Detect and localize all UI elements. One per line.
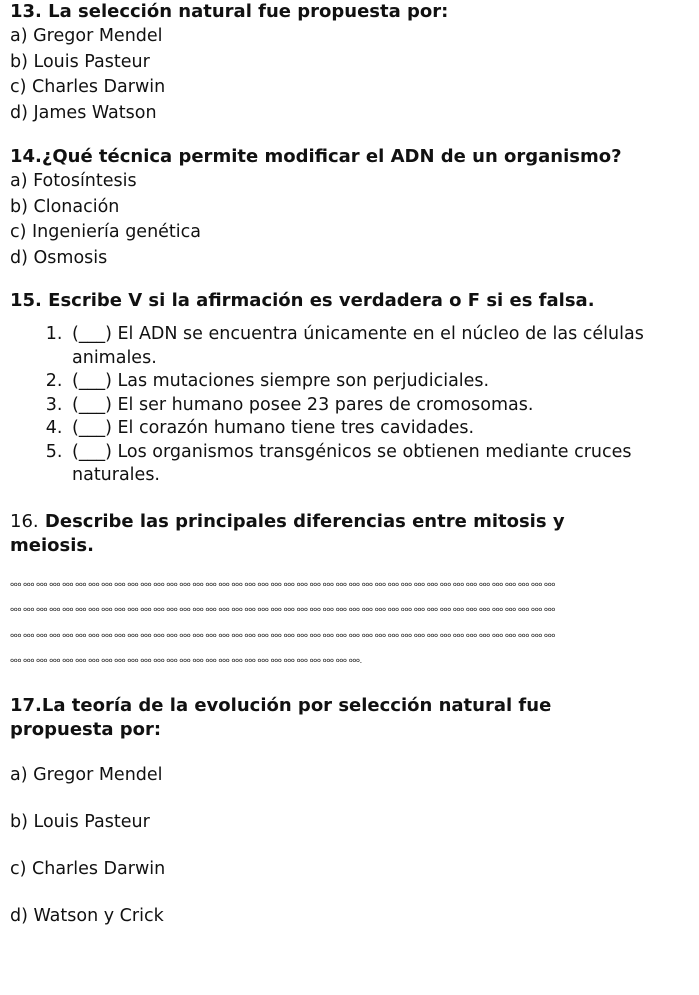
q14-option-b: b) Clonación	[10, 196, 120, 217]
tf-item-5: 5. (___) Los organismos transgénicos se obtienen mediante cruces naturales.	[68, 441, 699, 488]
tf-item-1: 1. (___) El ADN se encuentra únicamente en el núcleo de las células animales.	[68, 323, 699, 370]
question-16-title	[10, 510, 650, 558]
q14-option-d: d) Osmosis	[10, 247, 108, 268]
answer-line-2: ००० ००० ००० ००० ००० ००० ००० ००० ००० ००० ००० ००० ००० ००० ००० ००० ००० ००० ००० ००० ००० ००० ००० ००० ००० ००० ००० ००० ००० ००० ००० ००० ००० ००० ००० ००० ००० ००० ००० ००० ००० ०००	[10, 605, 555, 614]
true-false-list	[10, 323, 699, 488]
question-13-title: 13. La selección natural fue propuesta por:	[10, 1, 449, 22]
answer-line-4: ००० ००० ००० ००० ००० ००० ००० ००० ००० ००० ००० ००० ००० ००० ००० ००० ००० ००० ००० ००० ००० ००० ००० ००० ००० ००० ०००.	[10, 656, 362, 665]
question-16-text: Describe las principales diferencias entre mitosis y meiosis.	[10, 510, 565, 556]
tf-item-2: 2. (___) Las mutaciones siempre son perjudiciales.	[68, 370, 699, 394]
question-17-title: 17.La teoría de la evolución por selección natural fue propuesta por:	[10, 694, 552, 740]
answer-line-3: ००० ००० ००० ००० ००० ००० ००० ००० ००० ००० ००० ००० ००० ००० ००० ००० ००० ००० ००० ००० ००० ००० ००० ००० ००० ००० ००० ००० ००० ००० ००० ००० ००० ००० ००० ००० ००० ००० ००० ००० ००० ०००	[10, 630, 555, 640]
q13-option-b: b) Louis Pasteur	[10, 51, 150, 72]
question-16-number: 16.	[10, 510, 39, 532]
q17-option-a: a) Gregor Mendel	[10, 764, 163, 785]
q17-option-c: c) Charles Darwin	[10, 858, 166, 879]
q17-option-b: b) Louis Pasteur	[10, 811, 150, 832]
tf-item-4: 4. (___) El corazón humano tiene tres cavidades.	[68, 417, 699, 441]
q14-option-a: a) Fotosíntesis	[10, 171, 137, 191]
question-14-title: 14.¿Qué técnica permite modificar el ADN de un organismo?	[10, 146, 622, 167]
q13-option-d: d) James Watson	[10, 102, 157, 123]
answer-line-1: ००० ००० ००० ००० ००० ००० ००० ००० ००० ००० ००० ००० ००० ००० ००० ००० ००० ००० ००० ००० ००० ००० ००० ००० ००० ००० ००० ००० ००० ००० ००० ००० ००० ००० ००० ००० ००० ००० ००० ००० ००० ०००	[10, 579, 555, 589]
q13-option-c: c) Charles Darwin	[10, 77, 166, 97]
tf-item-3: 3. (___) El ser humano posee 23 pares de cromosomas.	[68, 394, 699, 418]
question-15-title: 15. Escribe V si la afirmación es verdadera o F si es falsa.	[10, 290, 595, 311]
q13-option-a: a) Gregor Mendel	[10, 26, 163, 46]
q14-option-c: c) Ingeniería genética	[10, 222, 202, 242]
q17-option-d: d) Watson y Crick	[10, 905, 164, 926]
